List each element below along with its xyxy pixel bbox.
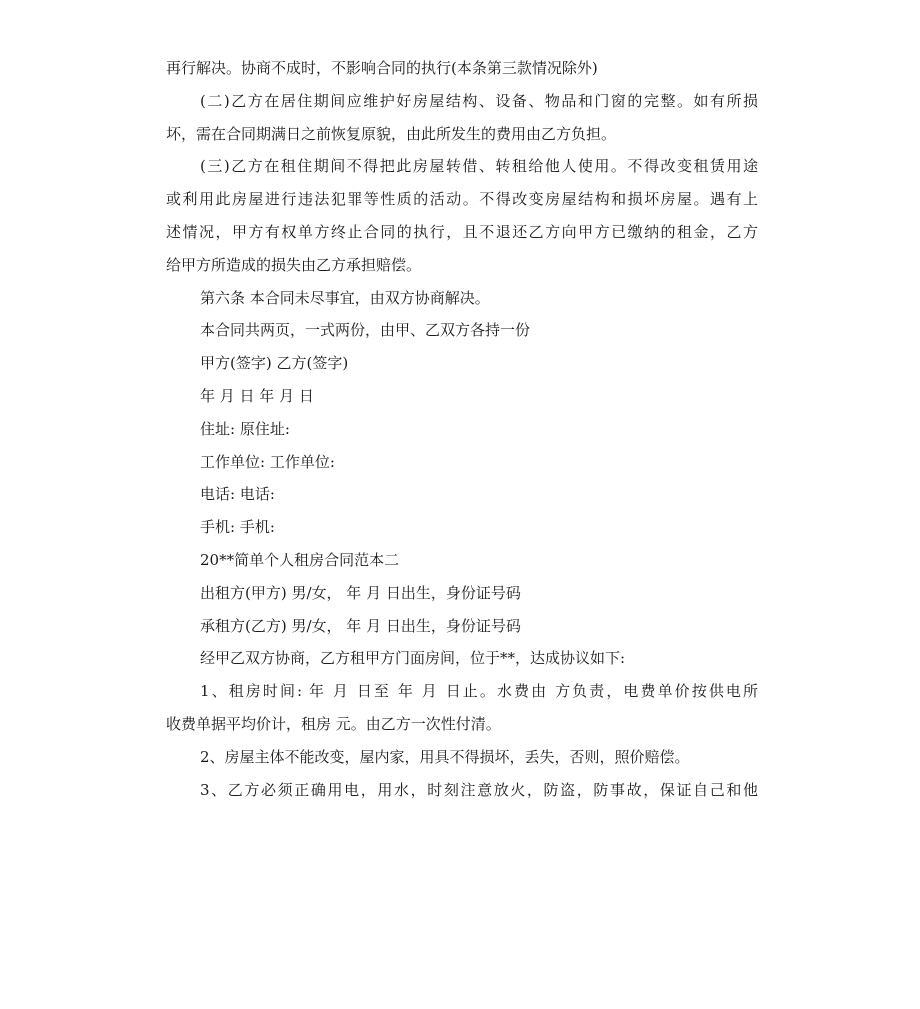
text-line-21: 收费单据平均价计，租房 元。由乙方一次性付清。 <box>166 714 501 733</box>
text-line-6: 述情况，甲方有权单方终止合同的执行，且不退还乙方向甲方已缴纳的租金，乙方 <box>166 222 758 241</box>
text-line-14: 电话: 电话: <box>200 485 275 504</box>
text-line-3: 坏，需在合同期满日之前恢复原貌，由此所发生的费用由乙方负担。 <box>166 124 617 143</box>
text-line-5: 或利用此房屋进行违法犯罪等性质的活动。不得改变房屋结构和损坏房屋。遇有上 <box>166 190 758 209</box>
text-line-23: 3、乙方必须正确用电，用水，时刻注意放火，防盗，防事故，保证自己和他 <box>200 780 758 799</box>
text-line-10: 甲方(签字) 乙方(签字) <box>200 354 349 373</box>
text-line-18: 承租方(乙方) 男/女， 年 月 日出生，身份证号码 <box>200 616 521 635</box>
text-line-12: 住址: 原住址: <box>200 419 290 438</box>
text-line-2: (二)乙方在居住期间应维护好房屋结构、设备、物品和门窗的完整。如有所损 <box>200 91 758 110</box>
text-line-8: 第六条 本合同未尽事宜，由双方协商解决。 <box>200 288 490 307</box>
text-line-22: 2、房屋主体不能改变，屋内家，用具不得损坏，丢失，否则，照价赔偿。 <box>200 747 690 766</box>
contract-text <box>166 52 758 806</box>
text-line-9: 本合同共两页，一式两份，由甲、乙双方各持一份 <box>200 321 531 340</box>
text-line-16: 20**简单个人租房合同范本二 <box>200 550 400 569</box>
text-line-4: (三)乙方在租住期间不得把此房屋转借、转租给他人使用。不得改变租赁用途 <box>200 157 758 176</box>
text-line-15: 手机: 手机: <box>200 518 275 537</box>
text-line-11: 年 月 日 年 月 日 <box>200 386 314 405</box>
text-line-19: 经甲乙双方协商，乙方租甲方门面房间，位于**，达成协议如下: <box>200 649 626 668</box>
text-line-7: 给甲方所造成的损失由乙方承担赔偿。 <box>166 255 422 274</box>
text-line-1: 再行解决。协商不成时，不影响合同的执行(本条第三款情况除外) <box>166 59 598 77</box>
text-line-13: 工作单位: 工作单位: <box>200 452 335 471</box>
text-line-20: 1、租房时间: 年 月 日至 年 月 日止。水费由 方负责，电费单价按供电所 <box>200 682 758 701</box>
text-line-17: 出租方(甲方) 男/女， 年 月 日出生，身份证号码 <box>200 583 521 602</box>
